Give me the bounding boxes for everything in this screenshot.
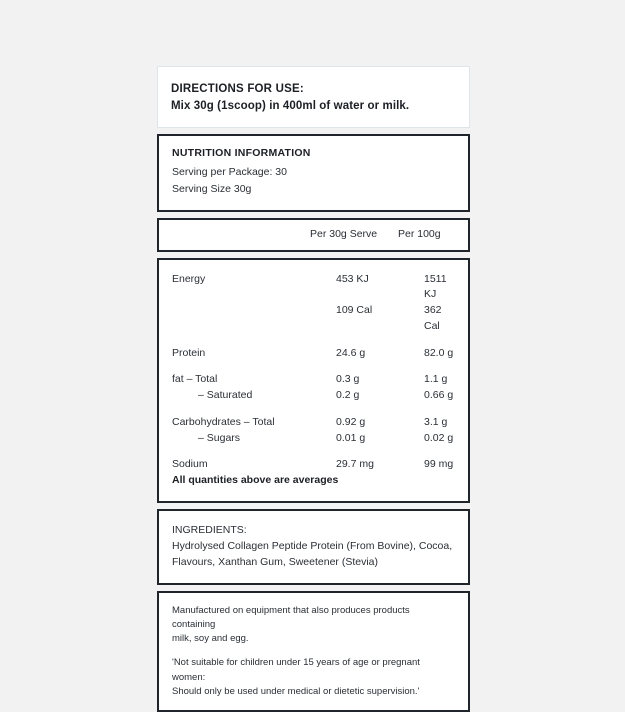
warnings-spacer [172, 646, 455, 656]
column-header-name [172, 227, 310, 243]
ingredients-line-1: Hydrolysed Collagen Peptide Protein (From Bovine), Cocoa, [172, 540, 453, 553]
row-per-100g: 0.66 g [424, 389, 454, 402]
serving-size: Serving Size 30g [172, 182, 252, 195]
row-spacer [172, 446, 455, 457]
ingredients-line-2: Flavours, Xanthan Gum, Sweetener (Stevia) [172, 556, 379, 569]
nutrition-label [157, 66, 470, 712]
row-per-100g: 1.1 g [424, 373, 448, 386]
table-header-row [172, 227, 455, 243]
row-label: Protein [172, 346, 206, 359]
table-row [172, 388, 455, 404]
row-spacer [172, 404, 455, 415]
row-per-serve: 0.92 g [336, 415, 366, 428]
nutrition-table-panel [157, 258, 470, 503]
row-per-100g: 0.02 g [424, 431, 454, 444]
row-per-100g: 1511 KJ [424, 272, 447, 301]
nutrition-information-panel [157, 134, 470, 212]
row-per-100g: 3.1 g [424, 415, 448, 428]
row-label: Sodium [172, 458, 208, 471]
row-label: fat – Total [172, 373, 218, 386]
averages-row [172, 473, 455, 489]
row-per-100g: 362 Cal [424, 304, 442, 332]
warnings-panel [157, 591, 470, 712]
allergen-warning-line-2: milk, soy and egg. [172, 633, 249, 645]
table-row [172, 457, 455, 473]
row-per-100g: 82.0 g [424, 346, 454, 359]
row-spacer [172, 335, 455, 346]
table-row [172, 346, 455, 362]
row-per-100g: 99 mg [424, 458, 454, 471]
age-warning-line-2: Should only be used under medical or dietetic supervision.' [172, 685, 420, 697]
allergen-warning-line-1: Manufactured on equipment that also produces products containing [172, 604, 410, 630]
row-spacer [172, 361, 455, 372]
ingredients-panel [157, 509, 470, 585]
nutrition-table [172, 272, 455, 489]
column-header-per-serve: Per 30g Serve [310, 227, 378, 240]
row-per-serve: 0.3 g [336, 373, 360, 386]
nutrition-table-header [157, 218, 470, 252]
nutrition-information-title: NUTRITION INFORMATION [172, 147, 311, 160]
age-warning-line-1: 'Not suitable for children under 15 years of age or pregnant women: [172, 657, 420, 683]
table-row [172, 372, 455, 388]
row-per-serve: 453 KJ [336, 272, 369, 285]
directions-panel [157, 66, 470, 128]
row-label: – Sugars [198, 431, 241, 444]
row-label: Carbohydrates – Total [172, 415, 275, 428]
averages-note: All quantities above are averages [172, 474, 339, 487]
column-header-per-100g: Per 100g [398, 227, 441, 240]
table-row [172, 431, 455, 447]
row-per-serve: 24.6 g [336, 346, 366, 359]
ingredients-title: INGREDIENTS: [172, 523, 247, 536]
row-label [172, 303, 336, 335]
table-row [172, 303, 455, 335]
row-per-serve: 109 Cal [336, 304, 373, 317]
row-label: – Saturated [198, 389, 253, 402]
table-row [172, 415, 455, 431]
directions-title: DIRECTIONS FOR USE: [171, 83, 304, 95]
serving-per-package: Serving per Package: 30 [172, 166, 287, 179]
table-row [172, 272, 455, 304]
row-label: Energy [172, 272, 206, 285]
row-per-serve: 29.7 mg [336, 458, 374, 471]
row-per-serve: 0.2 g [336, 389, 360, 402]
row-per-serve: 0.01 g [336, 431, 366, 444]
directions-instruction: Mix 30g (1scoop) in 400ml of water or milk. [171, 99, 410, 112]
